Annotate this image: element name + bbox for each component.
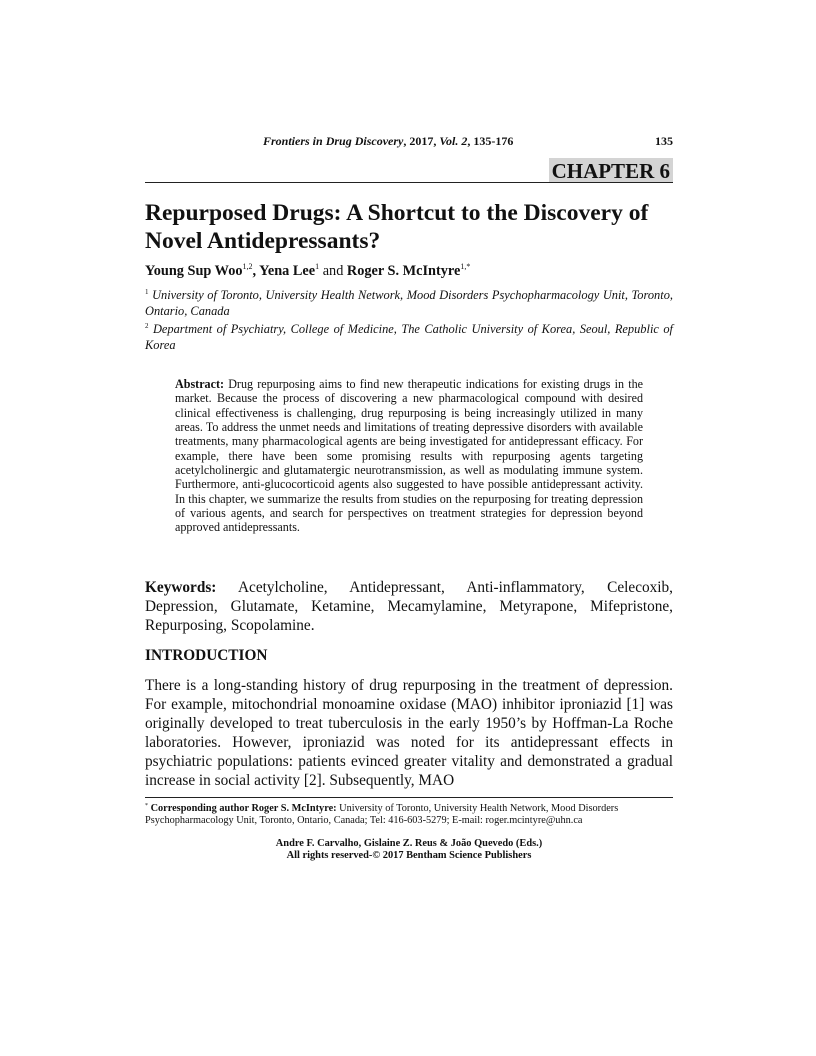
footnote: * Corresponding author Roger S. McIntyre: University of Toronto, University Health Network, Mood Disorders Psychopharmacology Unit, Toronto, Ontario, Canada; Tel: 416-603-5279; E-mail: roger.mcintyre@uhn.ca <box>145 803 619 826</box>
abstract-label: Abstract: <box>175 377 225 391</box>
author-name: Young Sup Woo <box>145 263 243 279</box>
affiliation: $^2$ Department of Psychiatry, College of Medicine, The Catholic University of Korea, Seoul, Republic of Korea <box>145 322 673 352</box>
publisher-block <box>145 838 673 862</box>
keywords-label: Keywords: <box>145 579 217 596</box>
body-paragraph: There is a long-standing history of drug repurposing in the treatment of depression. For example, mitochondrial monoamine oxidase (MAO) inhibitor iproniazid [1] was originally developed to treat tuberculosis in the early 1950’s by Hoffman-La Roche laboratories. However, iproniazid was noted for its antidepressant effects in psychiatric populations: patients evinced greater vitality and demonstrated a gradual increase in social activity [2]. Subsequently, MAO <box>145 677 673 790</box>
chapter-title <box>145 199 685 255</box>
author-name: Roger S. McIntyre <box>346 263 461 279</box>
author-list: Young Sup Woo$^{1,2}$, Yena Lee$^1$ and Roger S. McIntyre$^{1,*}$ <box>145 262 471 279</box>
section-heading: INTRODUCTION <box>145 647 268 664</box>
abstract <box>175 377 643 535</box>
rights-line: All rights reserved-© 2017 Bentham Science Publishers <box>286 850 532 861</box>
keywords-text: Acetylcholine, Antidepressant, Anti-inflammatory, Celecoxib, Depression, Glutamate, Ketamine, Mecamylamine, Metyrapone, Mifepristone, Repurposing, Scopolamine. <box>145 579 673 634</box>
chapter-label: CHAPTER 6 <box>549 158 673 183</box>
title-line-2: Novel Antidepressants? <box>145 228 381 254</box>
author-name: Yena Lee <box>259 263 316 279</box>
title-line-1: Repurposed Drugs: A Shortcut to the Discovery of <box>145 200 649 226</box>
affiliation: $^1$ University of Toronto, University Health Network, Mood Disorders Psychopharmacology Unit, Toronto, Ontario, Canada <box>145 288 673 318</box>
page-number: 135 <box>655 134 673 148</box>
editors-line: Andre F. Carvalho, Gislaine Z. Reus & João Quevedo (Eds.) <box>275 838 543 849</box>
abstract-text: Drug repurposing aims to find new therapeutic indications for existing drugs in the market. Because the process of discovering a new pharmacological compound with desired clinical effectiveness is challenging, drug repurposing is being increasingly utilized in many areas. To address the unmet needs and limitations of treating depressive disorders with available treatments, many pharmacological agents are being investigated for antidepressant efficacy. For example, there have been some promising results with repurposing agents targeting acetylcholinergic and glutamatergic neurotransmission, as well as modulating immune system. Furthermore, anti-glucocorticoid agents also suggested to have possible antidepressant activity. In this chapter, we summarize the results from studies on the repurposing for treating depression of various agents, and search for perspectives on treatment strategies for depression beyond approved antidepressants. <box>175 377 643 535</box>
journal-citation: Frontiers in Drug Discovery, 2017, Vol. 2, 135-176 <box>263 134 514 148</box>
keywords <box>145 578 673 635</box>
footnote-rule <box>145 797 673 798</box>
header-rule <box>145 182 673 183</box>
